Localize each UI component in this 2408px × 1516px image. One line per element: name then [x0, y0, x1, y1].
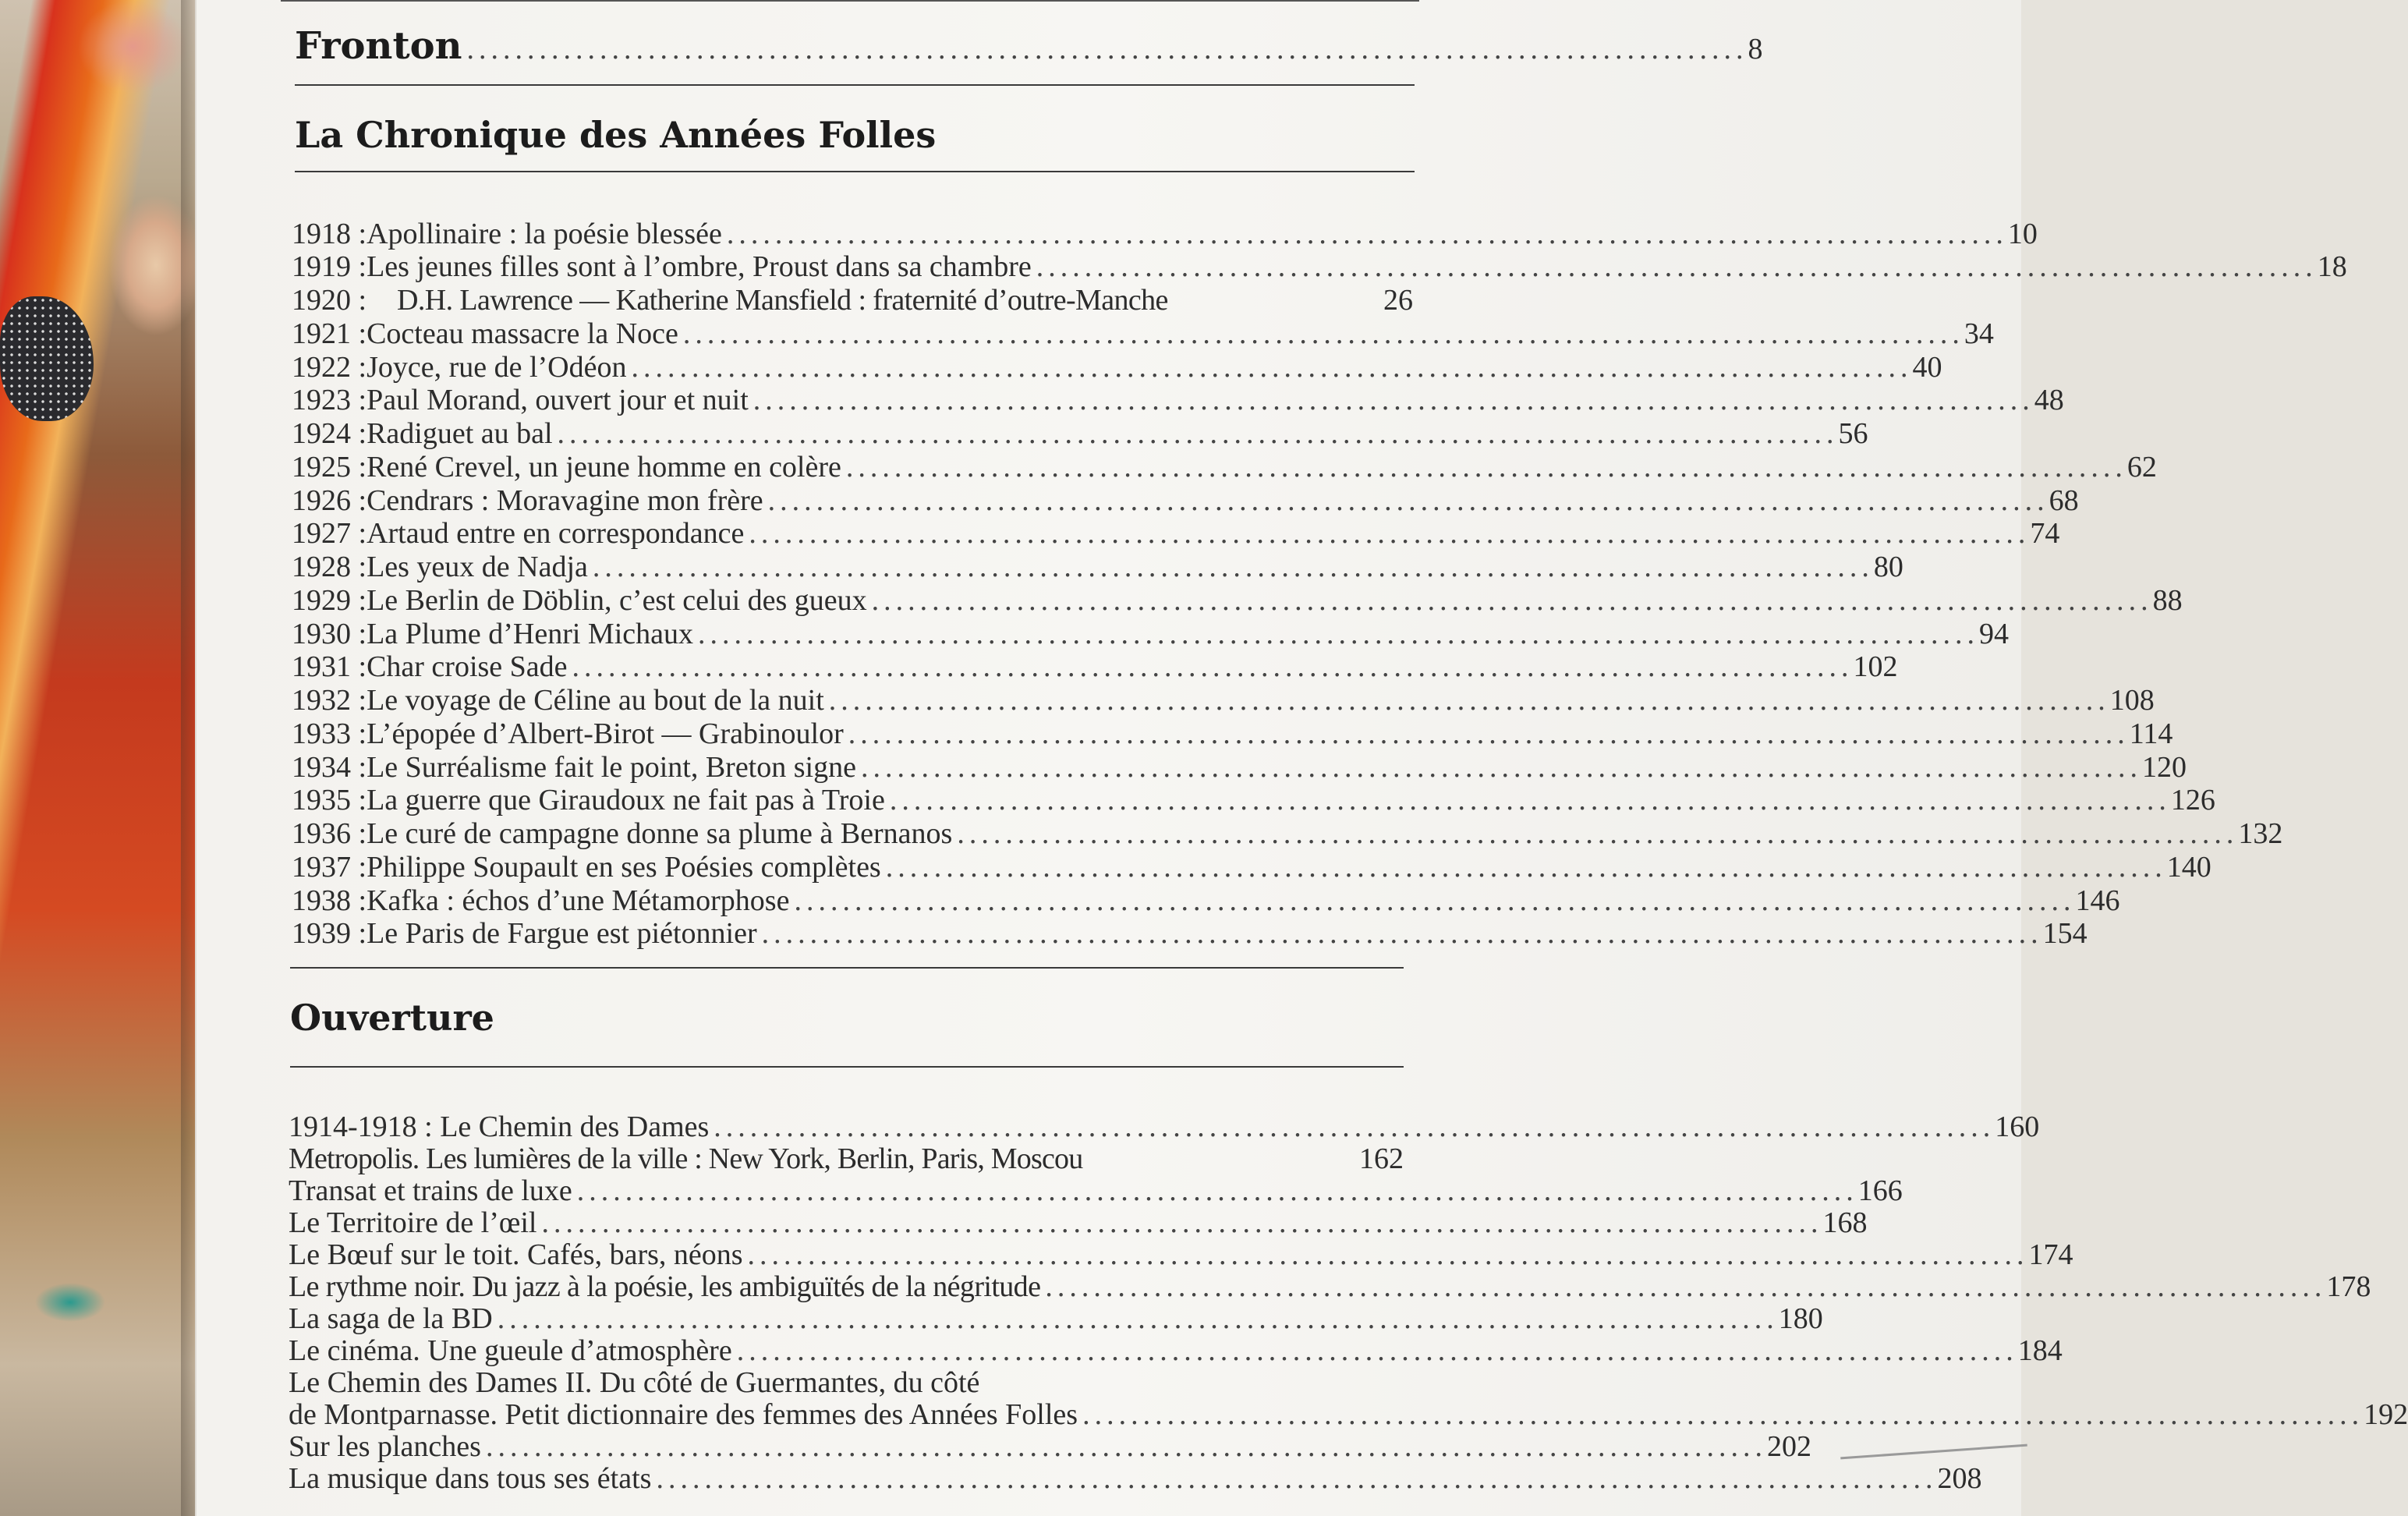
toc-entry[interactable] — [292, 851, 2211, 884]
fronton-entry[interactable] — [295, 24, 1763, 70]
entry-page: 140 — [2166, 851, 2211, 884]
entry-page: 40 — [1912, 351, 1942, 384]
dot-leader: .......................................................................................................... — [860, 751, 2142, 784]
toc-entry[interactable] — [289, 1142, 1404, 1175]
entry-page: 180 — [1778, 1302, 1823, 1335]
top-rule — [281, 0, 1419, 2]
entry-page: 126 — [2170, 784, 2215, 816]
entry-page: 162 — [1359, 1142, 1404, 1175]
entry-page: 68 — [2049, 484, 2079, 517]
entry-year: 1923 : — [292, 384, 367, 416]
dot-leader: .......................................................................................................... — [848, 717, 2130, 750]
entry-year: 1925 : — [292, 451, 367, 483]
dot-leader: .......................................................................................................... — [749, 517, 2031, 550]
toc-entry[interactable] — [289, 1398, 2408, 1431]
dot-leader: .......................................................................................................... — [1045, 1270, 2327, 1303]
entry-year: 1926 : — [292, 484, 367, 517]
entry-page: 62 — [2126, 451, 2157, 483]
entry-page: 184 — [2017, 1334, 2063, 1367]
entry-title: Le Chemin des Dames II. Du côté de Guermantes, du côté — [289, 1366, 980, 1399]
dot-leader: .......................................................................................................... — [752, 384, 2034, 416]
ouverture-rule — [290, 1066, 1404, 1068]
entry-title: La Plume d’Henri Michaux — [367, 618, 694, 650]
dot-leader: .......................................................................................................... — [572, 650, 1854, 683]
entry-title: Le Paris de Fargue est piétonnier — [367, 917, 757, 950]
dot-leader: .......................................................................................................... — [682, 317, 1964, 350]
toc-entry[interactable] — [292, 484, 2079, 517]
toc-entry[interactable] — [292, 618, 2010, 650]
entry-title: Le Surréalisme fait le point, Breton signe — [367, 751, 856, 784]
chronique-end-rule — [290, 967, 1404, 969]
entry-year: 1935 : — [292, 784, 367, 816]
entry-page: 166 — [1857, 1174, 1903, 1207]
toc-entry[interactable] — [289, 1462, 1982, 1495]
fronton-page: 8 — [1748, 33, 1763, 66]
fronton-title: Fronton — [295, 24, 462, 68]
dot-leader: .......................................................................................................... — [736, 1334, 2018, 1367]
entry-title: Le Bœuf sur le toit. Cafés, bars, néons — [289, 1238, 743, 1271]
dot-leader: .......................................................................................................... — [845, 451, 2127, 483]
dot-leader: .......................................................................................................... — [592, 551, 1874, 583]
cover-illustration — [0, 0, 195, 1516]
entry-year: 1931 : — [292, 650, 367, 683]
dot-leader: .......................................................................................................... — [767, 484, 2049, 517]
entry-year: 1928 : — [292, 551, 367, 583]
toc-entry[interactable] — [292, 250, 2347, 283]
entry-page: 48 — [2034, 384, 2064, 416]
dot-leader: .......................................................................................................... — [466, 33, 1748, 66]
toc-entry[interactable] — [292, 817, 2283, 850]
entry-year: 1930 : — [292, 618, 367, 650]
toc-entry[interactable] — [292, 284, 1413, 317]
dotted-fabric-detail — [0, 296, 94, 421]
entry-page: 192 — [2364, 1398, 2408, 1431]
entry-page: 114 — [2129, 717, 2173, 750]
dot-leader: .......................................................................................................... — [557, 417, 1839, 450]
entry-title: Kafka : échos d’une Métamorphose — [367, 884, 790, 917]
toc-entry[interactable] — [292, 751, 2187, 784]
entry-year: 1936 : — [292, 817, 367, 850]
toc-entry[interactable] — [292, 717, 2173, 750]
dot-leader: .......................................................................................................... — [497, 1302, 1779, 1335]
entry-title: Le Berlin de Döblin, c’est celui des gueux — [367, 584, 867, 617]
entry-page: 202 — [1766, 1430, 1811, 1463]
dot-leader: .......................................................................................................... — [698, 618, 1980, 650]
entry-page: 160 — [1995, 1110, 2040, 1143]
entry-title: 1914-1918 : Le Chemin des Dames — [289, 1110, 710, 1143]
dot-leader: .......................................................................................................... — [631, 351, 1913, 384]
entry-title: Apollinaire : la poésie blessée — [367, 218, 722, 250]
entry-year: 1933 : — [292, 717, 367, 750]
entry-page: 154 — [2042, 917, 2088, 950]
dot-leader: .......................................................................................................... — [541, 1206, 1823, 1239]
entry-title: Le cinéma. Une gueule d’atmosphère — [289, 1334, 732, 1367]
entry-title: de Montparnasse. Petit dictionnaire des femmes des Années Folles — [289, 1398, 1078, 1431]
ouverture-heading: Ouverture — [290, 997, 494, 1039]
dot-leader: .......................................................................................................... — [656, 1462, 1938, 1495]
dot-leader: .......................................................................................................... — [485, 1430, 1767, 1463]
toc-entry[interactable] — [289, 1174, 1903, 1207]
entry-year: 1937 : — [292, 851, 367, 884]
entry-year: 1932 : — [292, 684, 367, 717]
dot-leader: .......................................................................................................... — [761, 917, 2043, 950]
entry-page: 208 — [1937, 1462, 1982, 1495]
toc-entry[interactable] — [292, 351, 1942, 384]
entry-page: 18 — [2317, 250, 2347, 283]
entry-title: Joyce, rue de l’Odéon — [367, 351, 627, 384]
entry-title: La guerre que Giraudoux ne fait pas à Troie — [367, 784, 885, 816]
dot-leader: .......................................................................................................... — [1082, 1398, 2364, 1431]
entry-page: 174 — [2028, 1238, 2073, 1271]
entry-title: René Crevel, un jeune homme en colère — [367, 451, 841, 483]
entry-title: Paul Morand, ouvert jour et nuit — [367, 384, 749, 416]
entry-page: 94 — [1979, 618, 2010, 650]
entry-title: D.H. Lawrence — Katherine Mansfield : fraternité d’outre-Manche — [397, 284, 1168, 317]
entry-page: 120 — [2141, 751, 2187, 784]
toc-entry[interactable] — [292, 784, 2215, 816]
entry-title: L’épopée d’Albert-Birot — Grabinoulor — [367, 717, 844, 750]
entry-title: Les yeux de Nadja — [367, 551, 588, 583]
entry-year: 1929 : — [292, 584, 367, 617]
dot-leader: .......................................................................................................... — [714, 1110, 1995, 1143]
entry-year: 1920 : — [292, 284, 367, 317]
dot-leader: .......................................................................................................... — [871, 584, 2153, 617]
fronton-rule — [295, 84, 1415, 86]
chronique-rule — [295, 171, 1415, 172]
toc-entry[interactable] — [292, 917, 2088, 950]
entry-page: 178 — [2326, 1270, 2371, 1303]
dot-leader: .......................................................................................................... — [885, 851, 2167, 884]
entry-year: 1938 : — [292, 884, 367, 917]
entry-title: Philippe Soupault en ses Poésies complètes — [367, 851, 881, 884]
dot-leader: .......................................................................................................... — [747, 1238, 2029, 1271]
dot-leader: .......................................................................................................... — [889, 784, 2171, 816]
entry-title: Artaud entre en correspondance — [367, 517, 745, 550]
toc-entry[interactable] — [292, 884, 2120, 917]
entry-title: Le voyage de Céline au bout de la nuit — [367, 684, 824, 717]
entry-year: 1924 : — [292, 417, 367, 450]
entry-page: 34 — [1964, 317, 1994, 350]
entry-page: 56 — [1838, 417, 1868, 450]
entry-page: 102 — [1853, 650, 1898, 683]
toc-entry[interactable] — [292, 317, 1994, 350]
toc-entry[interactable] — [292, 384, 2064, 416]
entry-page: 146 — [2075, 884, 2120, 917]
entry-title: Metropolis. Les lumières de la ville : New York, Berlin, Paris, Moscou — [289, 1142, 1083, 1175]
entry-page: 108 — [2109, 684, 2155, 717]
entry-title: Radiguet au bal — [367, 417, 553, 450]
dot-leader: .......................................................................................................... — [1036, 250, 2318, 283]
toc-entry[interactable] — [292, 417, 1868, 450]
toc-entry[interactable] — [289, 1238, 2073, 1271]
page-gutter-shadow — [181, 0, 198, 1516]
dot-leader: .......................................................................................................... — [726, 218, 2008, 250]
entry-year: 1918 : — [292, 218, 367, 250]
entry-title: Le Territoire de l’œil — [289, 1206, 537, 1239]
entry-title: Le curé de campagne donne sa plume à Bernanos — [367, 817, 953, 850]
entry-title: Transat et trains de luxe — [289, 1174, 572, 1207]
entry-title: Cocteau massacre la Noce — [367, 317, 678, 350]
entry-page: 26 — [1383, 284, 1413, 317]
entry-title: Cendrars : Moravagine mon frère — [367, 484, 763, 517]
toc-entry[interactable] — [292, 218, 2038, 250]
entry-page: 74 — [2030, 517, 2060, 550]
entry-year: 1922 : — [292, 351, 367, 384]
toc-entry[interactable] — [292, 451, 2157, 483]
dot-leader: .......................................................................................................... — [794, 884, 2076, 917]
entry-year: 1927 : — [292, 517, 367, 550]
entry-page: 168 — [1822, 1206, 1868, 1239]
entry-page: 80 — [1873, 551, 1903, 583]
entry-title: La saga de la BD — [289, 1302, 493, 1335]
entry-page: 88 — [2152, 584, 2183, 617]
chronique-heading: La Chronique des Années Folles — [295, 114, 937, 156]
entry-year: 1919 : — [292, 250, 367, 283]
entry-page: 10 — [2007, 218, 2038, 250]
toc-entry[interactable] — [289, 1206, 1868, 1239]
toc-entry[interactable] — [289, 1334, 2063, 1367]
toc-entry[interactable] — [292, 551, 1903, 583]
entry-title: La musique dans tous ses états — [289, 1462, 652, 1495]
toc-entry[interactable] — [289, 1110, 2040, 1143]
entry-title: Les jeunes filles sont à l’ombre, Proust dans sa chambre — [367, 250, 1032, 283]
dot-leader: .......................................................................................................... — [576, 1174, 1858, 1207]
toc-entry[interactable] — [292, 650, 1898, 683]
dot-leader: .......................................................................................................... — [957, 817, 2239, 850]
toc-entry — [289, 1366, 1404, 1399]
entry-year: 1934 : — [292, 751, 367, 784]
toc-entry[interactable] — [292, 584, 2183, 617]
entry-title: Sur les planches — [289, 1430, 481, 1463]
toc-entry[interactable] — [292, 684, 2155, 717]
dot-leader: .......................................................................................................... — [828, 684, 2110, 717]
toc-entry[interactable] — [289, 1430, 1811, 1463]
entry-title: Char croise Sade — [367, 650, 568, 683]
entry-page: 132 — [2238, 817, 2283, 850]
entry-year: 1921 : — [292, 317, 367, 350]
entry-title: Le rythme noir. Du jazz à la poésie, les ambiguïtés de la négritude — [289, 1270, 1041, 1303]
toc-entry[interactable] — [292, 517, 2060, 550]
toc-entry[interactable] — [289, 1270, 2371, 1303]
toc-entry[interactable] — [289, 1302, 1823, 1335]
entry-year: 1939 : — [292, 917, 367, 950]
